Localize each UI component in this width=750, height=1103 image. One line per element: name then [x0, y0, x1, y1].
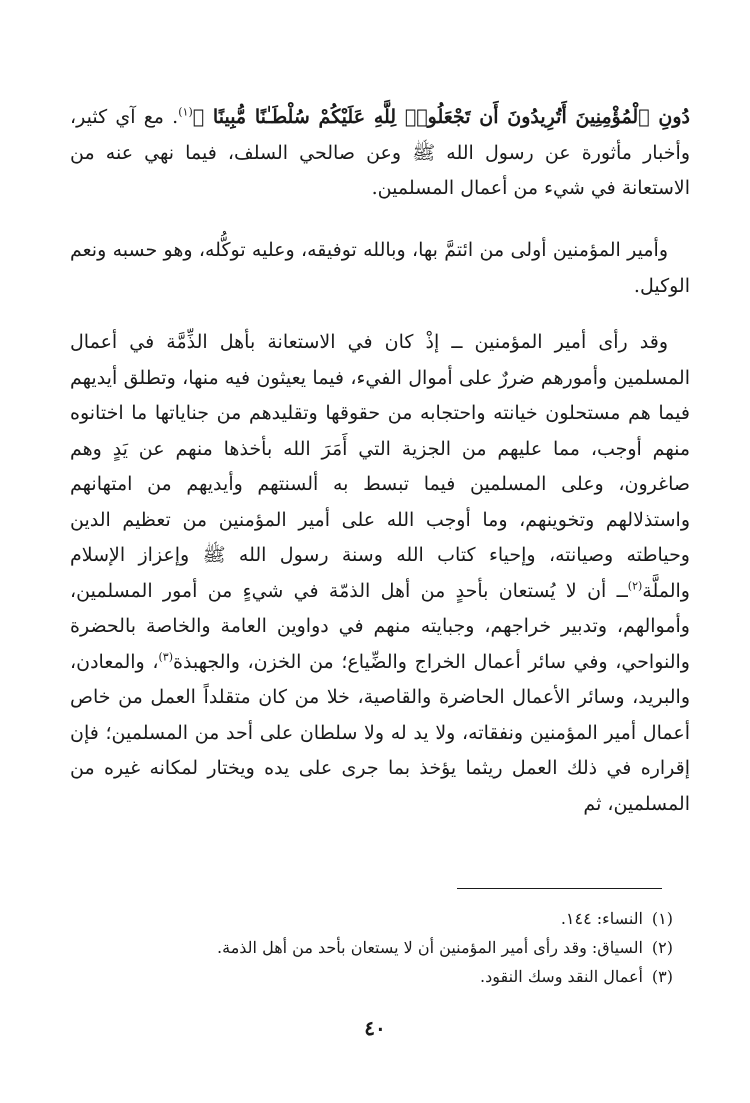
footnote-1	[70, 904, 673, 933]
footnote-text: السياق: وقد رأى أمير المؤمنين أن لا يستعان بأحد من أهل الذمة.	[217, 938, 643, 957]
footnote-ref-2: (٢)	[627, 579, 643, 593]
footnotes	[70, 904, 673, 991]
footnote-divider	[457, 888, 662, 889]
footnote-ref-3: (٣)	[158, 650, 173, 664]
page-number: ٤٠	[364, 1016, 386, 1040]
footnote-2	[70, 933, 673, 962]
paragraph-3-text-a: وقد رأى أمير المؤمنين ــ إذْ كان في الاستعانة بأهل الذِّمَّة في أعمال المسلمين وأمورهم ضررٌ على أموال الفيء، فيما يعيثون فيه منها، وتطلق أيديهم فيما هم مستحلون خيانته واحتجابه من حقوقها وتقليدهم من جناياتها ما اختانوه منهم أوجب، مما عليهم من الجزية التي أَمَرَ الله بأخذها منهم عن يَدٍ وهم صاغرون، وعلى المسلمين فيما تبسط به ألسنتهم وأيديهم من امتهانهم واستذلالهم وتخوينهم، وما أوجب الله على أمير المؤمنين من تعظيم الدين وحياطته وصيانته، وإحياء كتاب الله وسنة رسول الله ﷺ وإعزاز الإسلام والملَّة	[70, 331, 690, 602]
paragraph-3-text-b: ــ أن لا يُستعان بأحدٍ من أهل الذمّة في شيءٍ من أمور المسلمين، وأموالهم، وتدبير خراجهم، وجبايته منهم في دواوين العامة والخاصة بالحضرة والنواحي، وفي سائر أعمال الخراج والضِّياع؛ من الخزن، والجهبذة	[70, 579, 690, 673]
quran-verse: دُونِ ٱلْمُؤْمِنِينَ أَتُرِيدُونَ أَن تَجْعَلُوا۟ لِلَّهِ عَلَيْكُمْ سُلْطَـٰنًا مُّبِينًا ﴾	[192, 106, 690, 128]
paragraph-3	[70, 325, 690, 822]
footnote-number: (١)	[651, 909, 673, 928]
footnote-number: (٣)	[651, 967, 673, 986]
paragraph-1-text: . مع آي كثير، وأخبار مأثورة عن رسول الله ﷺ وعن صالحي السلف، فيما نهي عنه من الاستعانة في شيء من أعمال المسلمين.	[70, 106, 690, 199]
paragraph-2	[70, 233, 690, 304]
footnote-ref-1: (١)	[178, 105, 193, 119]
footnote-text: النساء: ١٤٤.	[560, 909, 643, 928]
paragraph-1	[70, 100, 690, 207]
paragraph-3-text-c: ، والمعادن، والبريد، وسائر الأعمال الحاضرة والقاصية، خلا من كان متقلداً العمل من خاص أعمال أمير المؤمنين ونفقاته، ولا يد له ولا سلطان على أحد من المسلمين؛ فإن إقراره في ذلك العمل ريثما يؤخذ بما جرى على يده ويختار لمكانه غيره من المسلمين، ثم	[70, 650, 690, 815]
footnote-3	[70, 962, 673, 991]
paragraph-2-text: وأمير المؤمنين أولى من ائتمَّ بها، وبالله توفيقه، وعليه توكُّله، وهو حسبه ونعم الوكيل.	[70, 239, 690, 297]
footnote-text: أعمال النقد وسك النقود.	[480, 967, 643, 986]
footnote-number: (٢)	[651, 938, 673, 957]
